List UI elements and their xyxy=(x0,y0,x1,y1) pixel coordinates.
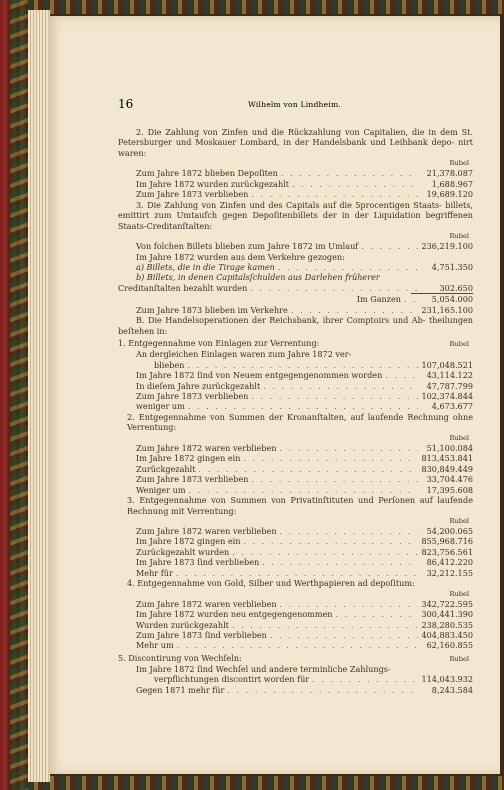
table-row: Zurückgezahlt . . . 830,849.449 xyxy=(136,464,473,474)
table-row: Im Jahre 1872 wurden zurückgezahlt . . . 1,688.967 xyxy=(136,179,473,189)
table-row: Zum Jahre 1872 waren verblieben . . . 342,722.595 xyxy=(136,599,473,609)
section-b3-table xyxy=(118,526,473,578)
table-row: Im Jahre 1872 gingen ein . . . 813,453.841 xyxy=(136,453,473,463)
table-row: Im Jahre 1872 wurden aus dem Verkehre gezogen: xyxy=(136,251,345,262)
table-row: Im Jahre 1872 ſind von Neuem entgegengenommen worden . . . 43,114.122 xyxy=(136,370,473,380)
section-b2-head: 2. Entgegennahme von Summen der Kronanſtalten, auf laufende Rechnung ohne Verrentung: xyxy=(127,411,473,433)
table-row: Mehr für . . . 32,212.155 xyxy=(136,568,473,578)
marbled-endpaper-bottom xyxy=(28,776,504,790)
table-row: Zum Jahre 1872 waren verblieben . . . 54,200.065 xyxy=(136,526,473,536)
table-row: b) Billets, in denen Capitalsſchulden aus Darlehen früherer xyxy=(136,272,380,283)
table-row: Zum Jahre 1873 ſind verblieben . . . 404,883.450 xyxy=(136,630,473,640)
section-b5 xyxy=(118,651,473,695)
table-row: Zum Jahre 1873 verblieben . . . 33,704.476 xyxy=(136,474,473,484)
table-row: weniger um . . . 4,673.677 xyxy=(136,401,473,411)
table-row-total: Im Ganzen . . . 5,054.000 xyxy=(118,294,473,304)
unit-label: Rubel xyxy=(449,654,469,663)
section-3-intro: 3. Die Zahlung von Zinfen und des Capitals auf die 5procentigen Staats- billets, emittirt zum Umtaufch gegen Depoſitenbillets der in der Liquidation begriffenen Staats-Creditanſtalten: xyxy=(118,199,473,231)
section-b3 xyxy=(118,495,473,578)
table-row: Im Jahre 1872 gingen ein . . . 855,968.716 xyxy=(136,536,473,546)
table-row: verpflichtungen discontirt worden für . . . 114,043.932 xyxy=(136,674,473,684)
running-head: Wilhelm von Lindheim. xyxy=(248,100,341,109)
table-row: Zum Jahre 1872 waren verblieben . . . 51,100.084 xyxy=(136,443,473,453)
unit-label: Rubel xyxy=(449,589,469,598)
table-row-lead: Im Jahre 1872 ſind Wechſel und andere terminliche Zahlungs- xyxy=(136,663,391,674)
section-b5-table xyxy=(118,664,473,695)
section-b1-table xyxy=(118,349,473,412)
table-row: Creditanſtalten bezahlt wurden . . . 302.650 xyxy=(118,283,473,293)
page-body xyxy=(118,127,473,695)
table-row: In dieſem Jahre zurückgezahlt . . . 47,787.799 xyxy=(136,381,473,391)
unit-label: Rubel xyxy=(449,232,469,241)
section-b4-table xyxy=(118,599,473,651)
page-header xyxy=(118,99,471,113)
unit-label: Rubel xyxy=(449,516,469,525)
section-2-intro: 2. Die Zahlung von Zinfen und die Rückzahlung von Capitalien, die in dem St. Petersburger und Moskauer Lombard, in der Handelsbank und Leihbank depo- nirt waren: xyxy=(118,127,473,158)
section-2-table xyxy=(118,168,473,199)
unit-label: Rubel xyxy=(449,340,469,349)
table-row: Zurückgezahlt wurden . . . 823,756.561 xyxy=(136,547,473,557)
section-3-table xyxy=(118,241,473,283)
section-b1 xyxy=(118,336,473,412)
section-b3-head: 3. Entgegennahme von Summen von Privatinſtituten und Perſonen auf laufende Rechnung mit Verrentung: xyxy=(127,495,473,516)
table-row: Mehr um . . . 62,160.855 xyxy=(136,640,473,650)
table-row: Zum Jahre 1872 blieben Depoſiten . . . 21,378.087 xyxy=(136,168,473,178)
section-b-intro: B. Die Handelsoperationen der Reichsbank, ihrer Comptoirs und Ab- theilungen beſtehen in: xyxy=(118,315,473,336)
table-row: Von folchen Billets blieben zum Jahre 1872 im Umlauf . . . 236,219.100 xyxy=(136,241,473,251)
table-row: a) Billets, die in die Tirage kamen . . . 4,751.350 xyxy=(136,262,473,272)
table-row-lead: An dergleichen Einlagen waren zum Jahre 1872 ver- xyxy=(136,349,352,360)
unit-label: Rubel xyxy=(449,433,469,442)
table-row: Im Jahre 1873 ſind verblieben . . . 86,412.220 xyxy=(136,557,473,567)
table-row: Weniger um . . . 17,395.608 xyxy=(136,485,473,495)
section-b2 xyxy=(118,412,473,495)
section-b4 xyxy=(118,578,473,651)
section-b4-head: 4. Entgegennahme von Gold, Silber und Werthpapieren ad depoſitum: xyxy=(127,578,415,589)
section-b2-table xyxy=(118,443,473,495)
table-row: Zum Jahre 1873 verblieben . . . 102,374.844 xyxy=(136,391,473,401)
table-row: blieben . . . 107,048.521 xyxy=(136,360,473,370)
table-row: Gegen 1871 mehr für . . . 8,243.584 xyxy=(136,685,473,695)
table-row: Im Jahre 1872 wurden neu entgegengenommen . . . 300,441.390 xyxy=(136,609,473,619)
marbled-endpaper-top xyxy=(28,0,504,14)
section-b5-head: 5. Discontirung von Wechſeln: Rubel xyxy=(118,651,473,664)
page-edges xyxy=(28,10,50,782)
book-cover-edge xyxy=(0,0,28,790)
table-row: Zum Jahre 1873 verblieben . . . 19,689.120 xyxy=(136,189,473,199)
unit-label: Rubel xyxy=(449,159,469,168)
section-b1-head: 1. Entgegennahme von Einlagen zur Verrentung: Rubel xyxy=(118,336,473,349)
table-row: Wurden zurückgezahlt . . . 238,280.535 xyxy=(136,620,473,630)
page-number: 16 xyxy=(118,97,134,111)
table-row: Zum Jahre 1873 blieben im Verkehre . . . 231,165.100 xyxy=(118,305,473,315)
